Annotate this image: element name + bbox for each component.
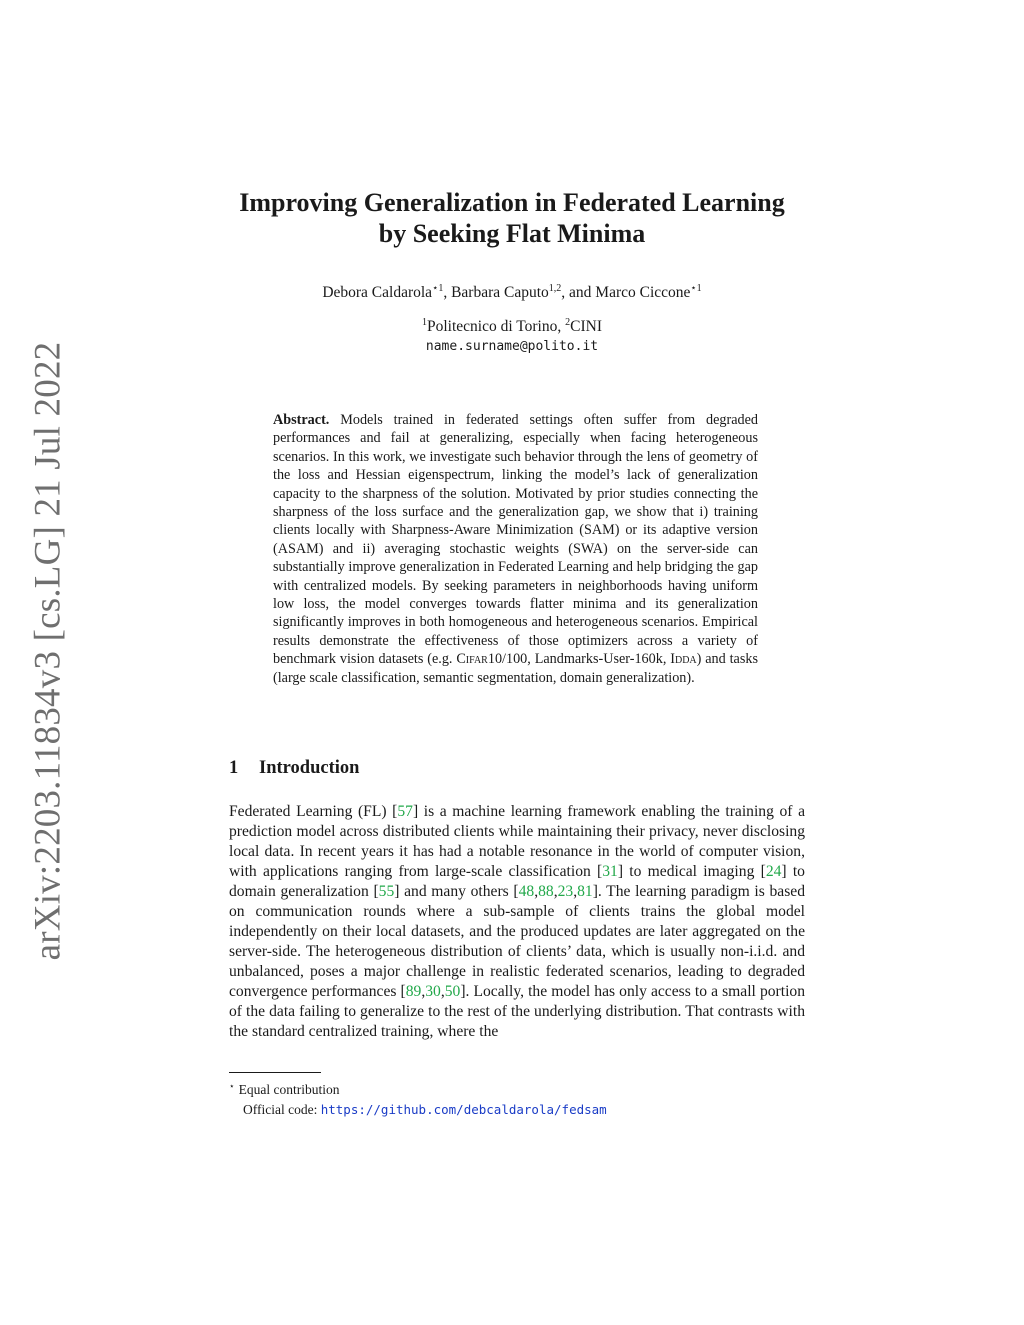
code-repository-link[interactable]: https://github.com/debcaldarola/fedsam — [320, 1102, 607, 1117]
citation-link[interactable]: 30 — [425, 983, 441, 1000]
footnote-divider — [229, 1072, 321, 1073]
citation-link[interactable]: 24 — [765, 863, 782, 880]
paragraph-text: ] and many others [ — [394, 883, 519, 900]
paragraph-text: ] is a machine learning framework enabling the training of a prediction model across distributed clients while maintaining their privacy, never disclosing local data. In recent years it has had a notable resonance in the world of computer vision, with applications ranging from large-scale classification [ — [229, 803, 805, 880]
citation-separator: , — [534, 883, 539, 900]
author-name: Debora Caldarola — [322, 284, 433, 301]
affiliations — [0, 318, 1024, 336]
affiliation-institution: Politecnico di Torino, — [427, 318, 566, 335]
author-affiliation-marker: ⋆1 — [690, 282, 702, 294]
paper-title — [0, 187, 1024, 249]
citation-separator: , — [440, 983, 445, 1000]
author-name: Marco Ciccone — [595, 284, 691, 301]
citation-link[interactable]: 55 — [378, 883, 395, 900]
abstract-text: ) and tasks (large scale classification, semantic segmentation, domain generalization). — [273, 651, 758, 686]
author-separator: , and — [561, 284, 596, 301]
title-line-2: by Seeking Flat Minima — [378, 219, 646, 248]
footnote-marker: ⋆ — [229, 1081, 235, 1091]
contact-email: name.surname@polito.it — [425, 339, 599, 354]
citation-link[interactable]: 23 — [557, 883, 574, 900]
citation-link[interactable]: 89 — [405, 983, 422, 1000]
dataset-name: Idda — [670, 651, 697, 668]
abstract — [273, 411, 758, 687]
citation-separator: , — [421, 983, 426, 1000]
author-affiliation-marker: 1,2 — [548, 282, 562, 294]
citation-link[interactable]: 81 — [577, 883, 593, 900]
abstract-text: 10/100, Landmarks-User-160k, — [487, 651, 671, 668]
abstract-text: Models trained in federated settings often suffer from degraded performances and fail at generalizing, especially when facing heterogeneous scenarios. In this work, we investigate such behavior through the lens of geometry of the loss and Hessian eigenspectrum, linking the model’s lack of generalization capacity to the sharpness of the solution. Motivated by prior studies connecting the sharpness of the loss surface and the generalization gap, we show that i) training clients locally with Sharpness-Aware Minimization (SAM) or its adaptive version (ASAM) and ii) averaging stochastic weights (SWA) on the server-side can substantially improve generalization in Federated Learning and help bridging the gap with centralized models. By seeking parameters in neighborhoods having uniform low loss, the model converges towards flatter minima and its generalization significantly improves in both homogeneous and heterogeneous scenarios. Empirical results demonstrate the effectiveness of those optimizers across a variety of benchmark vision datasets (e.g. — [273, 412, 759, 668]
paragraph-text: ]. The learning paradigm is based on communication rounds where a sub-sample of clients trains the global model independently on their local datasets, and the produced updates are later aggregated on the server-side. The heterogeneous distribution of clients’ data, which is usually non-i.i.d. and unbalanced, poses a major challenge in realistic federated scenarios, leading to degraded convergence performances [ — [229, 883, 805, 1000]
citation-link[interactable]: 57 — [397, 803, 413, 820]
footnote-text: Equal contribution — [238, 1082, 340, 1097]
affiliation-marker: 1 — [422, 316, 427, 328]
citation-link[interactable]: 50 — [444, 983, 461, 1000]
section-title: Introduction — [259, 758, 360, 778]
affiliation-institution: CINI — [570, 318, 602, 335]
paragraph-text: Federated Learning (FL) [ — [229, 803, 398, 820]
paragraph-text: ] to domain generalization [ — [229, 863, 805, 900]
citation-separator: , — [573, 883, 578, 900]
paragraph-text: ] to medical imaging [ — [617, 863, 766, 880]
footnote-line — [229, 1100, 607, 1120]
author-name: Barbara Caputo — [451, 284, 549, 301]
footnote-line — [229, 1076, 607, 1100]
citation-link[interactable]: 31 — [602, 863, 618, 880]
affiliation-marker: 2 — [565, 316, 571, 328]
abstract-label: Abstract. — [273, 412, 330, 428]
citation-link[interactable]: 88 — [538, 883, 554, 900]
code-label: Official code: — [243, 1102, 321, 1117]
author-list — [0, 284, 1024, 302]
arxiv-stamp-text: arXiv:2203.11834v3 [cs.LG] 21 Jul 2022 — [27, 341, 69, 961]
footnote — [229, 1076, 607, 1120]
citation-separator: , — [553, 883, 558, 900]
paragraph-text: ]. Locally, the model has only access to a small portion of the data failing to generalize to the rest of the underlying distribution. That contrasts with the standard centralized training, where the — [229, 983, 806, 1040]
dataset-name: Cifar — [456, 651, 488, 668]
section-heading — [229, 758, 359, 779]
section-number: 1 — [229, 758, 239, 778]
introduction-paragraph — [229, 802, 805, 1042]
author-separator: , — [443, 284, 452, 301]
author-affiliation-marker: ⋆1 — [432, 282, 444, 294]
citation-link[interactable]: 48 — [518, 883, 535, 900]
title-line-1: Improving Generalization in Federated Learning — [239, 188, 785, 217]
